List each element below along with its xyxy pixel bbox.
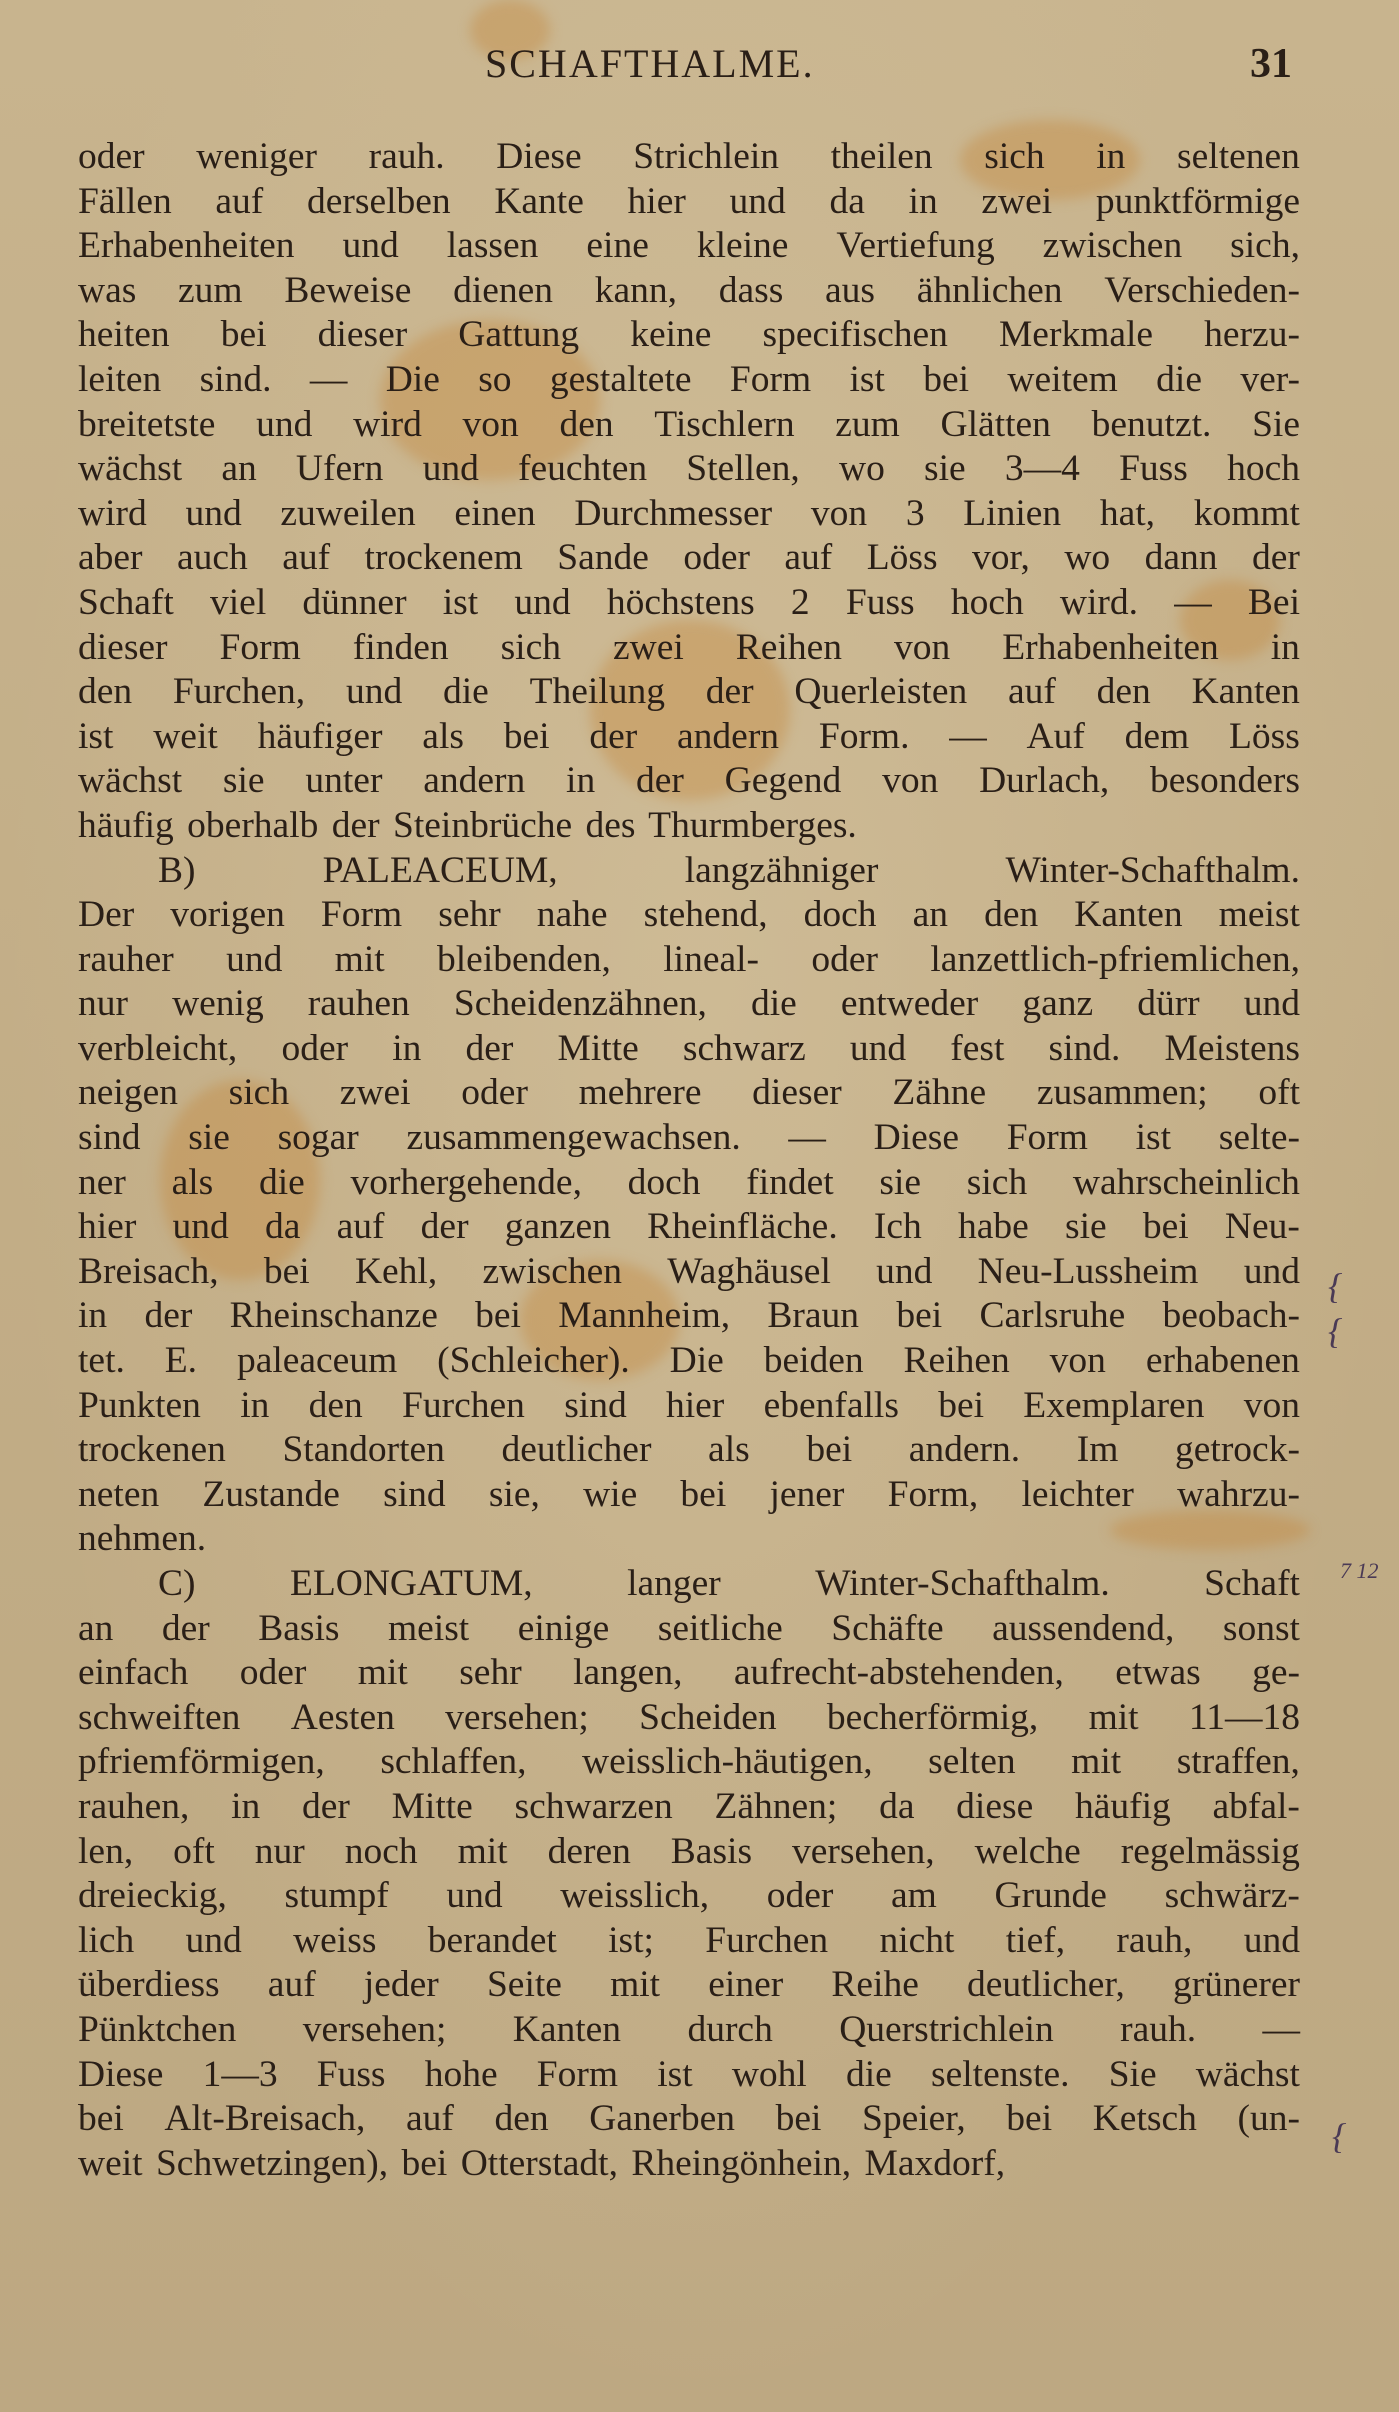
text-line: einfach oder mit sehr langen, aufrecht-abstehenden, etwas ge- xyxy=(78,1652,1300,1694)
text-line: nehmen. xyxy=(78,1518,207,1560)
margin-note: 7 12 xyxy=(1340,1558,1379,1583)
text-line: ner als die vorhergehende, doch findet sie sich wahrscheinlich xyxy=(78,1161,1300,1203)
margin-note: { xyxy=(1332,2116,1347,2156)
text-line: in der Rheinschanze bei Mannheim, Braun bei Carlsruhe beobach- xyxy=(78,1295,1300,1337)
text-line: oder weniger rauh. Diese Strichlein theilen sich in seltenen xyxy=(78,136,1300,177)
text-line: aber auch auf trockenem Sande oder auf Löss vor, wo dann der xyxy=(78,537,1300,579)
text-line: an der Basis meist einige seitliche Schäfte aussendend, sonst xyxy=(78,1607,1300,1649)
text-line: Schaft viel dünner ist und höchstens 2 Fuss hoch wird. — Bei xyxy=(78,581,1300,623)
text-line: rauher und mit bleibenden, lineal- oder lanzettlich-pfriemlichen, xyxy=(78,938,1300,980)
text-line: weit Schwetzingen), bei Otterstadt, Rheingönhein, Maxdorf, xyxy=(78,2142,1006,2184)
text-line: len, oft nur noch mit deren Basis versehen, welche regelmässig xyxy=(78,1830,1300,1872)
text-line: häufig oberhalb der Steinbrüche des Thurmberges. xyxy=(78,804,857,846)
text-line: neten Zustande sind sie, wie bei jener Form, leichter wahrzu- xyxy=(78,1473,1300,1515)
text-line: Pünktchen versehen; Kanten durch Querstrichlein rauh. — xyxy=(78,2008,1300,2050)
text-line: bei Alt-Breisach, auf den Ganerben bei Speier, bei Ketsch (un- xyxy=(78,2098,1300,2140)
running-head: SCHAFTHALME. xyxy=(485,41,815,86)
text-line: verbleicht, oder in der Mitte schwarz und fest sind. Meistens xyxy=(78,1027,1300,1069)
text-line: wächst an Ufern und feuchten Stellen, wo sie 3—4 Fuss hoch xyxy=(78,448,1300,490)
text-line: heiten bei dieser Gattung keine specifischen Merkmale herzu- xyxy=(78,314,1300,356)
text-line: den Furchen, und die Theilung der Querleisten auf den Kanten xyxy=(78,671,1300,713)
text-line: nur wenig rauhen Scheidenzähnen, die entweder ganz dürr und xyxy=(78,983,1300,1025)
page-header xyxy=(0,40,1399,100)
text-line: Erhabenheiten und lassen eine kleine Vertiefung zwischen sich, xyxy=(78,225,1300,267)
margin-note: { xyxy=(1328,1266,1343,1306)
text-line: C) ELONGATUM, langer Winter-Schafthalm. Schaft xyxy=(158,1563,1300,1604)
text-line: pfriemförmigen, schlaffen, weisslich-häutigen, selten mit straffen, xyxy=(78,1741,1300,1783)
text-line: rauhen, in der Mitte schwarzen Zähnen; da diese häufig abfal- xyxy=(78,1785,1300,1827)
text-line: schweiften Aesten versehen; Scheiden becherförmig, mit 11—18 xyxy=(78,1696,1300,1738)
text-line: Punkten in den Furchen sind hier ebenfalls bei Exemplaren von xyxy=(78,1384,1300,1426)
text-line: was zum Beweise dienen kann, dass aus ähnlichen Verschieden- xyxy=(78,269,1300,311)
text-line: wächst sie unter andern in der Gegend von Durlach, besonders xyxy=(78,760,1300,802)
margin-note: { xyxy=(1328,1311,1343,1351)
text-line: tet. E. paleaceum (Schleicher). Die beiden Reihen von erhabenen xyxy=(78,1340,1300,1382)
text-line: Breisach, bei Kehl, zwischen Waghäusel und Neu-Lussheim und xyxy=(78,1250,1300,1292)
text-line: Der vorigen Form sehr nahe stehend, doch an den Kanten meist xyxy=(78,894,1300,936)
page-number: 31 xyxy=(1250,41,1292,87)
text-line: B) PALEACEUM, langzähniger Winter-Schafthalm. xyxy=(158,849,1300,891)
text-line: Diese 1—3 Fuss hohe Form ist wohl die seltenste. Sie wächst xyxy=(78,2053,1300,2095)
text-line: Fällen auf derselben Kante hier und da in zwei punktförmige xyxy=(78,180,1300,222)
body-text xyxy=(78,135,1300,2186)
text-line: trockenen Standorten deutlicher als bei andern. Im getrock- xyxy=(78,1429,1300,1471)
text-line: wird und zuweilen einen Durchmesser von 3 Linien hat, kommt xyxy=(78,492,1300,534)
text-line: ist weit häufiger als bei der andern Form. — Auf dem Löss xyxy=(78,715,1300,757)
text-line: hier und da auf der ganzen Rheinfläche. Ich habe sie bei Neu- xyxy=(78,1206,1300,1248)
text-line: breitetste und wird von den Tischlern zum Glätten benutzt. Sie xyxy=(78,403,1300,445)
text-line: sind sie sogar zusammengewachsen. — Diese Form ist selte- xyxy=(78,1117,1300,1159)
text-line: leiten sind. — Die so gestaltete Form ist bei weitem die ver- xyxy=(78,358,1300,400)
text-line: neigen sich zwei oder mehrere dieser Zähne zusammen; oft xyxy=(78,1072,1300,1114)
text-line: lich und weiss berandet ist; Furchen nicht tief, rauh, und xyxy=(78,1919,1300,1961)
text-line: dieser Form finden sich zwei Reihen von Erhabenheiten in xyxy=(78,626,1300,668)
text-line: überdiess auf jeder Seite mit einer Reihe deutlicher, grünerer xyxy=(78,1964,1300,2006)
text-line: dreieckig, stumpf und weisslich, oder am Grunde schwärz- xyxy=(78,1875,1300,1917)
